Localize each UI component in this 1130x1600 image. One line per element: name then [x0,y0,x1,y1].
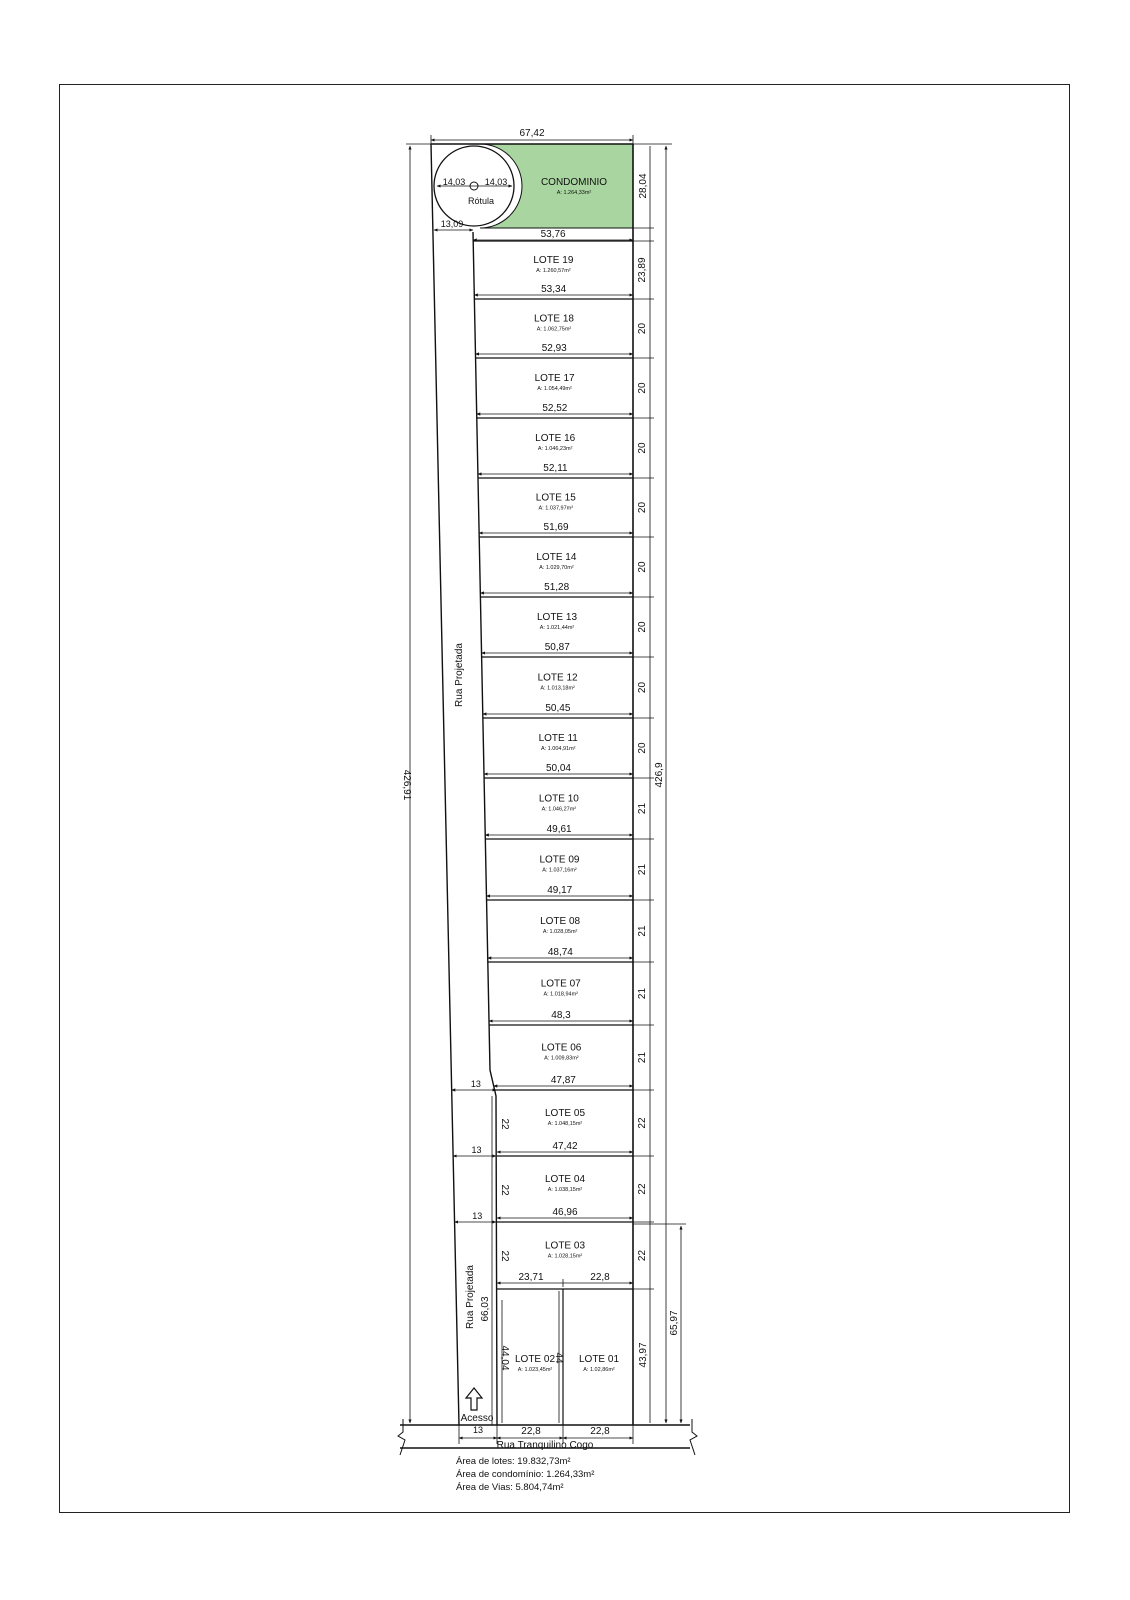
left-total-dim: 426,91 [401,769,412,801]
lot-bottom-width: 48,3 [551,1010,571,1021]
lot-area: A: 1.018,94m² [543,991,578,998]
condominio-label: CONDOMINIO [540,177,608,188]
lot-label: LOTE 14 [536,552,577,563]
rotula-label: Rótula [467,196,495,206]
lote01-top-width: 22,8 [590,1272,610,1283]
lot-bottom-width: 50,04 [545,763,572,774]
lot-bottom-width: 53,34 [541,284,567,295]
lot-label: LOTE 15 [535,492,576,504]
lote01-bottom-width: 22,8 [590,1426,610,1437]
lot-depth: 21 [637,802,648,815]
lot-area: A: 1.046,27m² [541,806,577,813]
access-arrow-icon [466,1388,482,1410]
lot-depth: 20 [637,681,648,694]
lot-depth: 22 [637,1117,648,1129]
lot-area: A: 1.260,57m² [536,268,571,274]
lot-area: A: 1.054,49m² [537,386,572,392]
lot-depth: 21 [637,1051,648,1064]
lot-depth: 20 [637,621,648,633]
lots-area-note: Área de lotes: 19.832,73m² [456,1456,571,1467]
lot-area: A: 1.029,70m² [539,565,574,571]
lot-area: A: 1.037,97m² [538,505,574,512]
break-symbol-right [690,1419,697,1455]
lot-label: LOTE 07 [540,978,581,990]
lot-label: LOTE 10 [538,793,579,805]
lot-label: LOTE 06 [541,1042,582,1054]
lot-depth: 22 [637,1183,648,1195]
lot-area: A: 1.028,15m² [547,1253,583,1260]
lot-area: A: 1.037,16m² [542,867,577,874]
lot-area: A: 1.062,75m² [536,326,572,333]
lot-area: A: 1.028,05m² [542,929,578,935]
lots-layer [452,228,654,1289]
lot-bottom-width: 48,74 [547,947,573,958]
lot-top-width: 53,76 [540,229,566,240]
lote01-area: A: 1.02,86m² [583,1367,615,1373]
lot-bottom-width: 47,87 [550,1075,576,1086]
lote02-right-depth: 44 [553,1352,564,1364]
lot-left-depth: 22 [499,1118,510,1130]
lot-label: LOTE 18 [533,313,574,325]
rotula-radius-right: 14,03 [484,177,508,187]
lot-label: LOTE 08 [540,916,581,927]
lot-area: A: 1.021,44m² [539,625,575,631]
lot-depth: 23,89 [637,257,648,283]
lot-area: A: 1.048,15m² [547,1121,583,1127]
lot-depth: 20 [637,382,648,394]
lot-label: LOTE 03 [544,1240,586,1252]
lote02-top-width: 23,71 [518,1272,544,1283]
lot-bottom-width: 47,42 [552,1141,578,1152]
lot-depth: 20 [637,442,648,454]
lot-depth: 20 [637,742,648,754]
lot-area: A: 1.004,91m² [540,746,576,752]
lot-label: LOTE 11 [538,733,578,744]
condominio-depth: 28,04 [638,173,649,199]
lot-bottom-width: 46,96 [552,1207,578,1218]
lot-bottom-width: 50,45 [545,703,571,714]
lot-depth: 20 [637,561,648,573]
lot-area: A: 1.013,18m² [540,685,575,692]
lot-label: LOTE 16 [535,433,576,444]
rotula-radius-left: 14,03 [442,177,466,187]
lot-left-depth: 22 [499,1250,510,1262]
roads-area-note: Área de Vias: 5.804,74m² [456,1482,564,1493]
lot-depth: 21 [637,863,648,876]
lote01-label: LOTE 01 [578,1354,620,1365]
area-summary [456,1455,594,1494]
lot-bottom-width: 52,11 [543,463,568,474]
lote02-label: LOTE 02 [514,1354,556,1365]
lot-depth: 22 [637,1249,648,1262]
boundary-left [431,144,459,1425]
lot-left-depth: 22 [499,1184,510,1196]
street-width-dim: 13,09 [440,219,464,229]
side-street-width: 13 [472,1211,483,1221]
lot-label: LOTE 17 [534,373,575,384]
lot-bottom-width: 51,28 [544,582,570,593]
lote02-left-depth: 44,04 [499,1345,510,1371]
bottom-street-name: Rua Tranquilino Cogo [496,1440,594,1451]
side-street-width: 13 [471,1145,482,1155]
lot-area: A: 1.038,15m² [547,1187,583,1193]
lote02-bottom-width: 22,8 [521,1426,541,1437]
lot-area: A: 1.046,23m² [537,446,573,452]
street-label-main: Rua Projetada [454,643,465,707]
condominio-area: A: 1.264,33m² [556,190,592,196]
right-total-dim: 426,9 [654,762,665,788]
lot-bottom-width: 49,17 [547,885,573,896]
lot-label: LOTE 05 [544,1108,586,1119]
lot-bottom-width: 49,61 [546,824,572,835]
lote02-area: A: 1.023,45m² [517,1367,553,1373]
access-width: 13 [472,1425,484,1435]
lot-label: LOTE 04 [544,1174,586,1185]
lower-right-total-dim: 65,97 [669,1310,680,1336]
top-width-dim: 67,42 [519,128,545,139]
lot-depth: 21 [637,925,648,937]
lot-label: LOTE 12 [537,672,578,684]
side-street-width: 13 [470,1079,481,1089]
lot-bottom-width: 51,69 [543,522,569,533]
lot-bottom-width: 52,52 [542,403,568,414]
access-label: Acesso [460,1413,494,1424]
lot-bottom-width: 50,87 [544,642,570,653]
lot-depth: 21 [637,987,648,1000]
street-lower-length: 66,03 [480,1296,491,1322]
lot-depth: 20 [637,501,648,514]
lot-area: A: 1.009,83m² [544,1055,579,1062]
condominio-area-note: Área de condomínio: 1.264,33m² [456,1469,595,1480]
lote01-depth: 43,97 [638,1342,649,1368]
lot-label: LOTE 13 [536,612,578,623]
lot-bottom-width: 52,93 [541,343,567,354]
lot-depth: 20 [637,322,648,335]
lot-label: LOTE 19 [533,255,574,266]
street-label-lower: Rua Projetada [465,1265,476,1329]
lot-label: LOTE 09 [539,854,580,866]
